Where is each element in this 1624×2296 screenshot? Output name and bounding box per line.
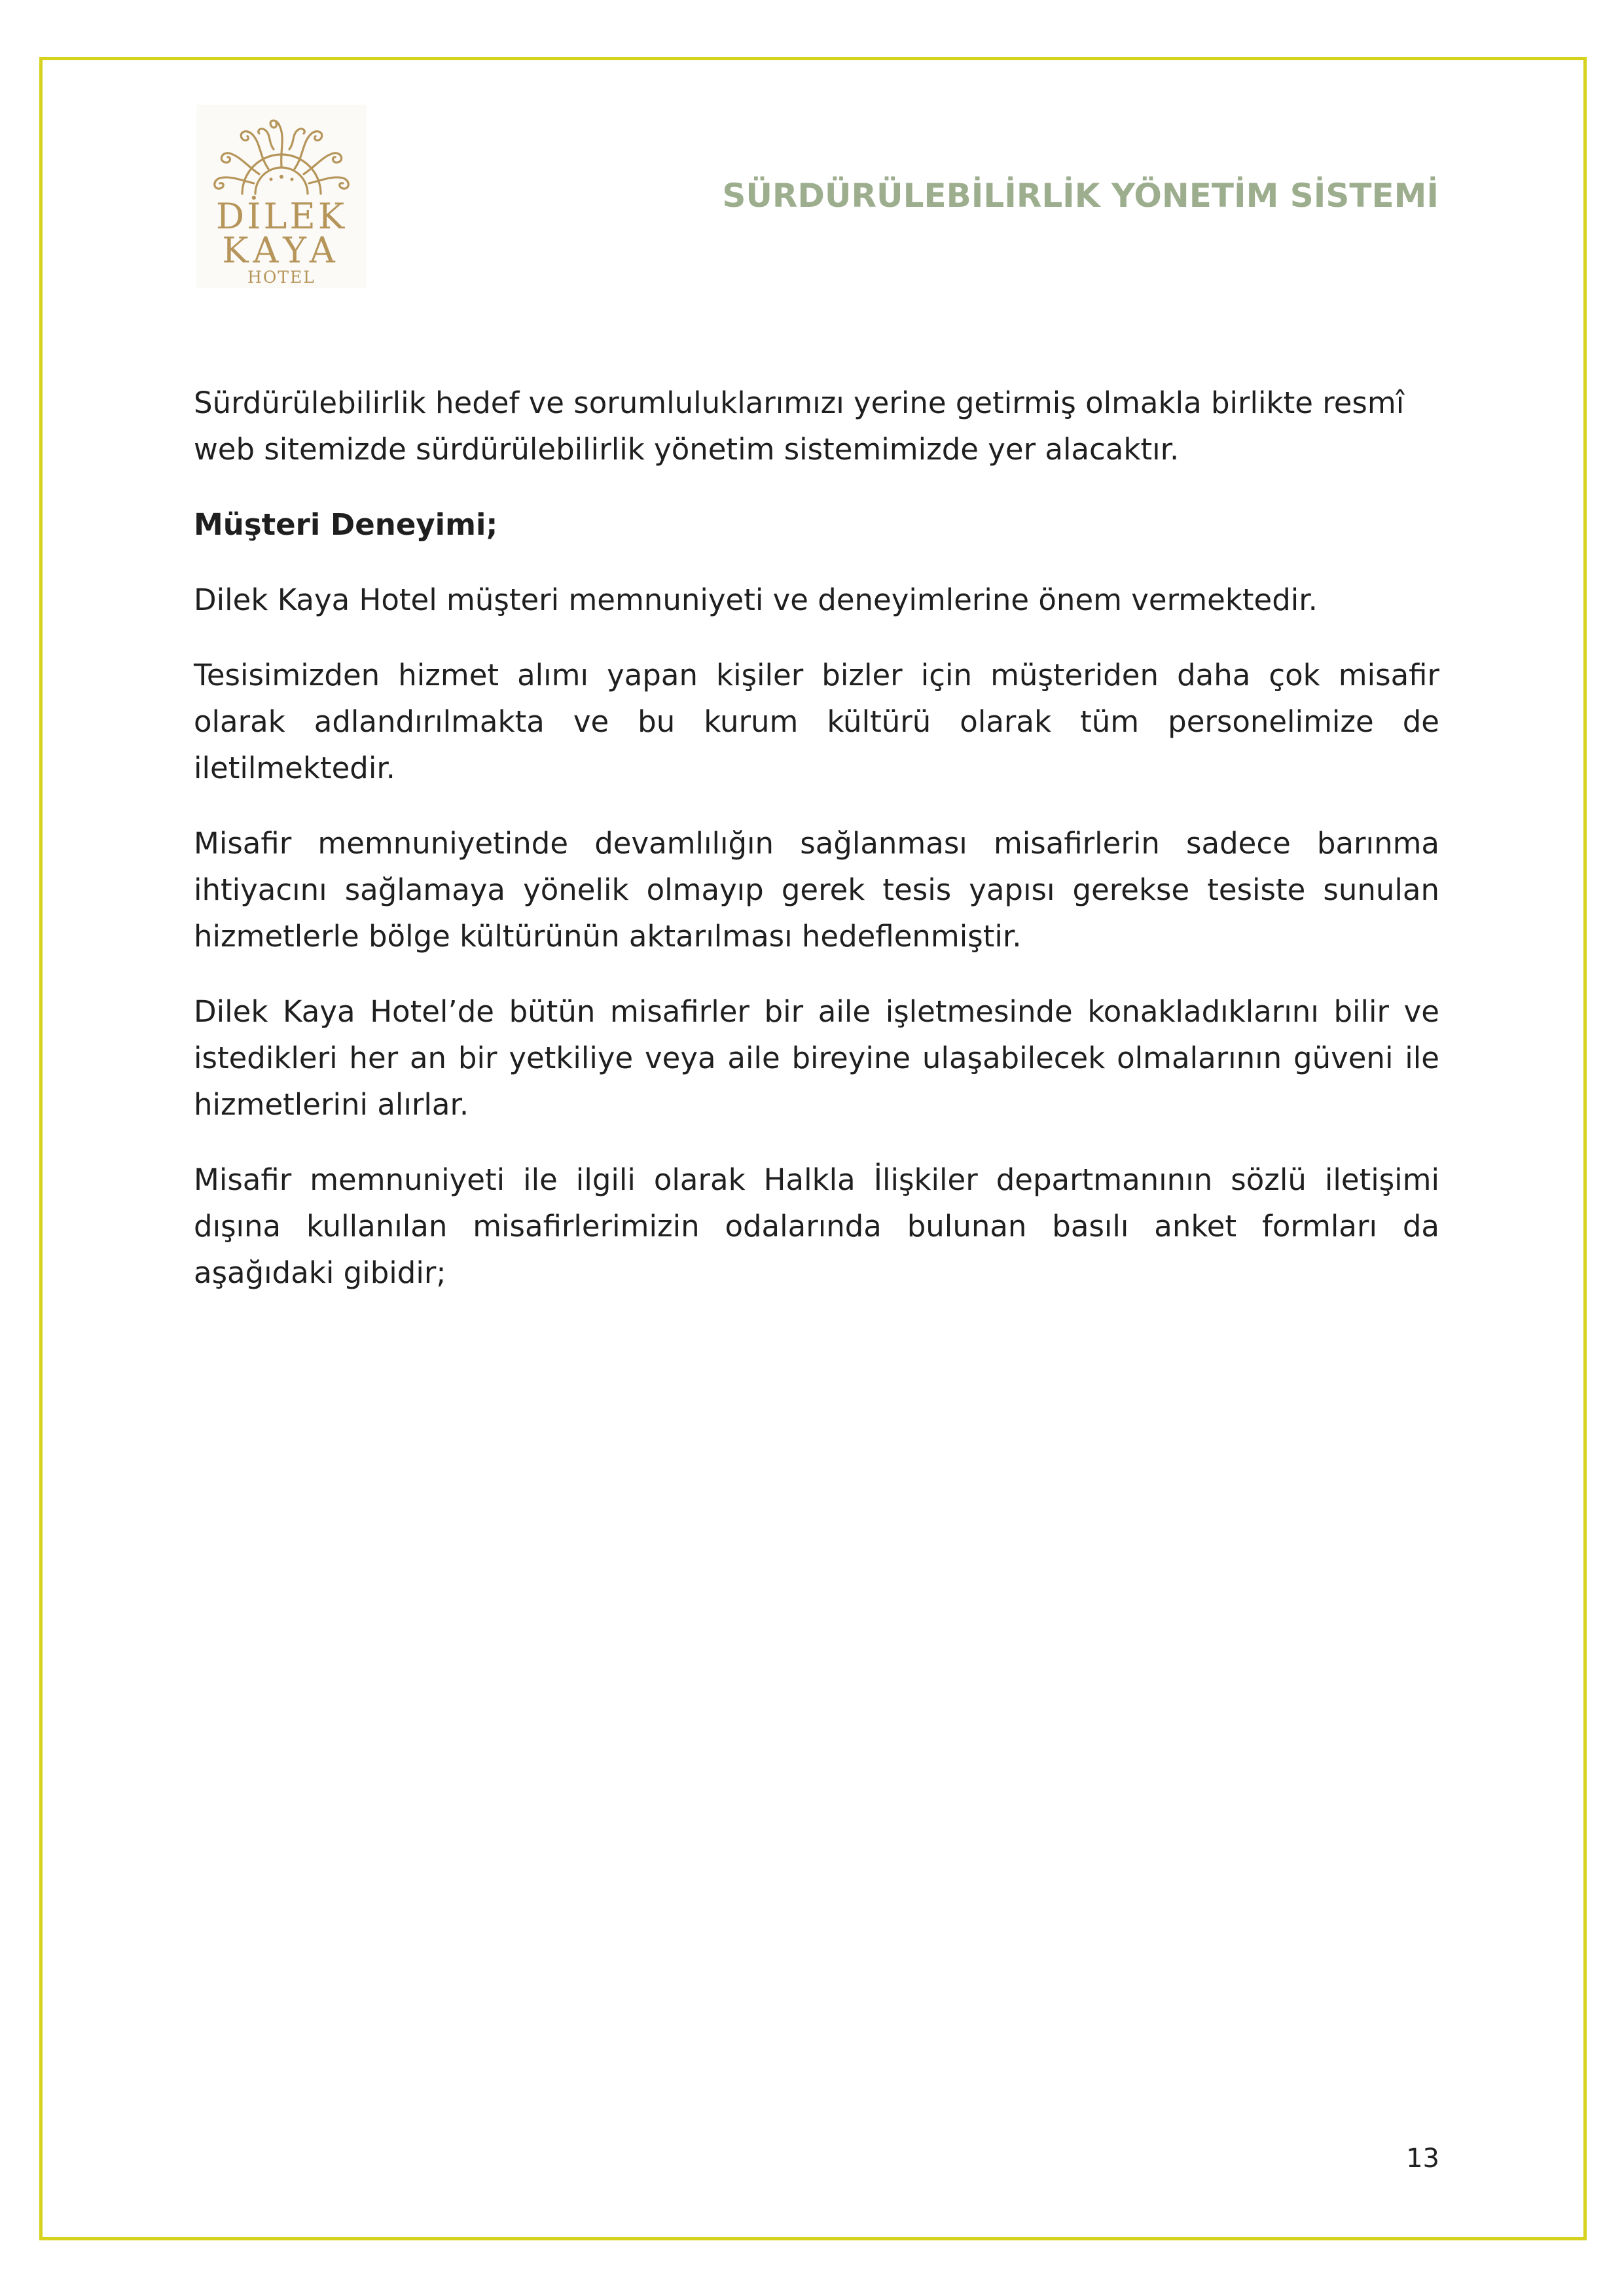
- logo-text-dilek: DİLEK: [215, 196, 348, 237]
- paragraph-family-business: Dilek Kaya Hotel’de bütün misafirler bir aile işletmesinde konakladıklarını bilir ve istedikleri her an bir yetkiliye veya aile bireyine ulaşabilecek olmalarının güveni ile hizmetlerini alırlar.: [194, 994, 1439, 1122]
- logo-text-hotel: HOTEL: [247, 268, 316, 287]
- page-number: 13: [1406, 2144, 1439, 2174]
- page-title: SÜRDÜRÜLEBİLİRLİK YÖNETİM SİSTEMİ: [722, 177, 1439, 215]
- paragraph-customer-satisfaction: Dilek Kaya Hotel müşteri memnuniyeti ve deneyimlerine önem vermektedir.: [194, 583, 1318, 617]
- hotel-logo: [196, 105, 367, 288]
- paragraph-intro: Sürdürülebilirlik hedef ve sorumluluklarımızı yerine getirmiş olmakla birlikte resmî web sitemizde sürdürülebilirlik yönetim sistemimizde yer alacaktır.: [194, 386, 1405, 467]
- paragraph-guest-definition: Tesisimizden hizmet alımı yapan kişiler bizler için müşteriden daha çok misafir olarak adlandırılmakta ve bu kurum kültürü olarak tüm personelimize de iletilmektedir.: [194, 658, 1439, 785]
- paragraph-continuity: Misafir memnuniyetinde devamlılığın sağlanması misafirlerin sadece barınma ihtiyacını sağlamaya yönelik olmayıp gerek tesis yapısı gerekse tesiste sunulan hizmetlerle bölge kültürünün aktarılması hedeflenmiştir.: [194, 826, 1439, 954]
- logo-text-kaya: KAYA: [222, 230, 341, 271]
- sun-swirl-icon: [203, 110, 360, 195]
- section-heading: Müşteri Deneyimi;: [194, 507, 498, 542]
- document-body: [194, 380, 1439, 1325]
- paragraph-survey-forms: Misafir memnuniyeti ile ilgili olarak Halkla İlişkiler departmanının sözlü iletişimi dışına kullanılan misafirlerimizin odalarında bulunan basılı anket formları da aşağıdaki gibidir;: [194, 1162, 1439, 1290]
